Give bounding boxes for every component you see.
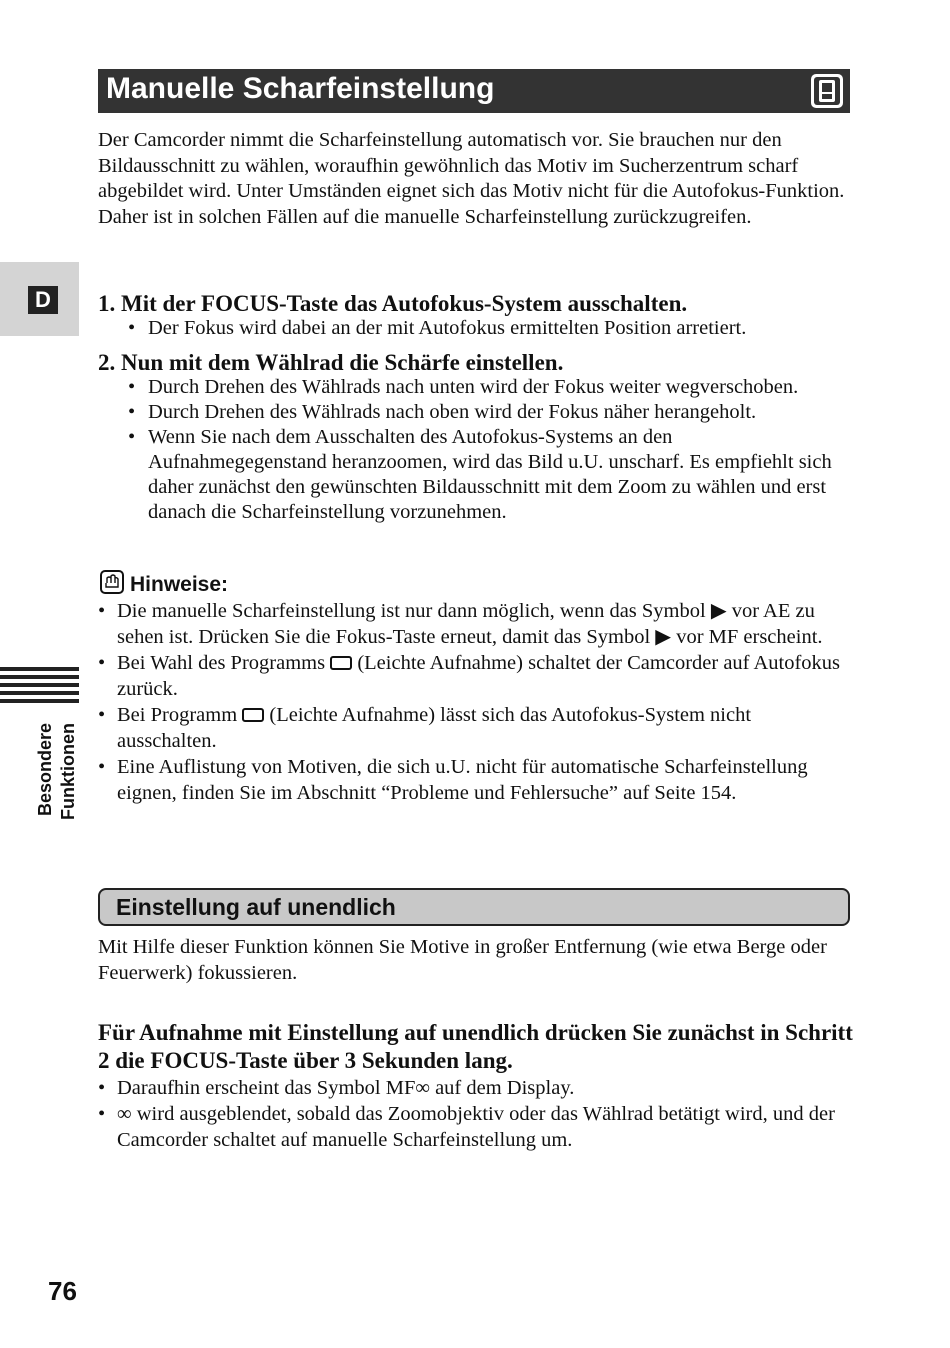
easy-recording-mode-icon bbox=[242, 708, 264, 722]
list-item bbox=[96, 598, 848, 650]
language-tab-letter: D bbox=[28, 286, 58, 314]
camcorder-mode-icon bbox=[810, 73, 844, 109]
list-item: • Wenn Sie nach dem Ausschalten des Autofokus-Systems an den Aufnahmegegenstand heranzoomen, wird das Bild u.U. unscharf. Es empfiehlt sich daher zunächst den gewünschten Bildausschnitt mit dem Zoom zu wählen und erst danach die Scharfeinstellung vorzunehmen. bbox=[128, 425, 848, 525]
page-title-bar bbox=[98, 69, 850, 113]
step-2-bullets bbox=[128, 375, 848, 525]
page-title: Manuelle Scharfeinstellung bbox=[106, 72, 495, 105]
page-number: 76 bbox=[48, 1276, 77, 1306]
side-label-line-1: Besondere bbox=[35, 722, 55, 816]
note-text-cont: (Leichte Aufnahme) lässt sich das Autofokus-System nicht ausschalten. bbox=[117, 704, 752, 752]
section-divider-lines bbox=[0, 667, 79, 707]
step-1-heading: 1. Mit der FOCUS-Taste das Autofokus-System ausschalten. bbox=[98, 291, 688, 316]
notes-heading bbox=[100, 570, 228, 598]
language-tab bbox=[0, 262, 79, 336]
note-text: Bei Wahl des Programms bbox=[117, 652, 326, 674]
list-item bbox=[96, 650, 848, 702]
list-item: • ∞ wird ausgeblendet, sobald das Zoomobjektiv oder das Wählrad betätigt wird, und der Camcorder schaltet auf manuelle Scharfeinstellung um. bbox=[96, 1101, 848, 1153]
intro-paragraph: Der Camcorder nimmt die Scharfeinstellung automatisch vor. Sie brauchen nur den Bildausschnitt zu wählen, woraufhin gewöhnlich das Motiv im Sucherzentrum scharf abgebildet wird. Unter Umständen eignet sich das Motiv nicht für die Autofokus-Funktion. Daher ist in solchen Fällen auf die manuelle Scharfeinstellung zurückzugreifen. bbox=[98, 129, 845, 228]
notes-heading-label: Hinweise: bbox=[130, 573, 229, 596]
note-text: Die manuelle Scharfeinstellung ist nur dann möglich, wenn das Symbol ▶ vor AE zu sehen ist. Drücken Sie die Fokus-Taste erneut, damit das Symbol ▶ vor MF erscheint. bbox=[117, 600, 823, 648]
list-item: • Der Fokus wird dabei an der mit Autofokus ermittelten Position arretiert. bbox=[128, 316, 848, 341]
note-text: Bei Programm bbox=[117, 704, 238, 726]
infinity-instruction: Für Aufnahme mit Einstellung auf unendlich drücken Sie zunächst in Schritt 2 die FOCUS-Taste über 3 Sekunden lang. bbox=[98, 1020, 853, 1073]
list-item: • Durch Drehen des Wählrads nach oben wird der Fokus näher herangeholt. bbox=[128, 400, 848, 425]
memo-icon bbox=[100, 570, 124, 594]
easy-recording-mode-icon bbox=[330, 656, 352, 670]
notes-list bbox=[96, 598, 848, 806]
note-text: Eine Auflistung von Motiven, die sich u.U. nicht für automatische Scharfeinstellung eignen, finden Sie im Abschnitt “Probleme und Fehlersuche” auf Seite 154. bbox=[117, 756, 808, 804]
subsection-title: Einstellung auf unendlich bbox=[98, 888, 850, 926]
list-item: • Daraufhin erscheint das Symbol MF∞ auf dem Display. bbox=[96, 1075, 848, 1101]
section-side-label bbox=[30, 710, 80, 820]
step-2-heading: 2. Nun mit dem Wählrad die Schärfe einstellen. bbox=[98, 350, 564, 375]
note-text-cont: (Leichte Aufnahme) schaltet der Camcorder auf Autofokus zurück. bbox=[117, 652, 841, 700]
infinity-bullets bbox=[96, 1075, 848, 1153]
step-1-bullets bbox=[128, 316, 848, 341]
infinity-intro: Mit Hilfe dieser Funktion können Sie Motive in großer Entfernung (wie etwa Berge oder Feuerwerk) fokussieren. bbox=[98, 936, 827, 984]
list-item: • Durch Drehen des Wählrads nach unten wird der Fokus weiter wegverschoben. bbox=[128, 375, 848, 400]
side-label-line-2: Funktionen bbox=[58, 723, 78, 820]
list-item bbox=[96, 702, 848, 754]
list-item bbox=[96, 754, 848, 806]
